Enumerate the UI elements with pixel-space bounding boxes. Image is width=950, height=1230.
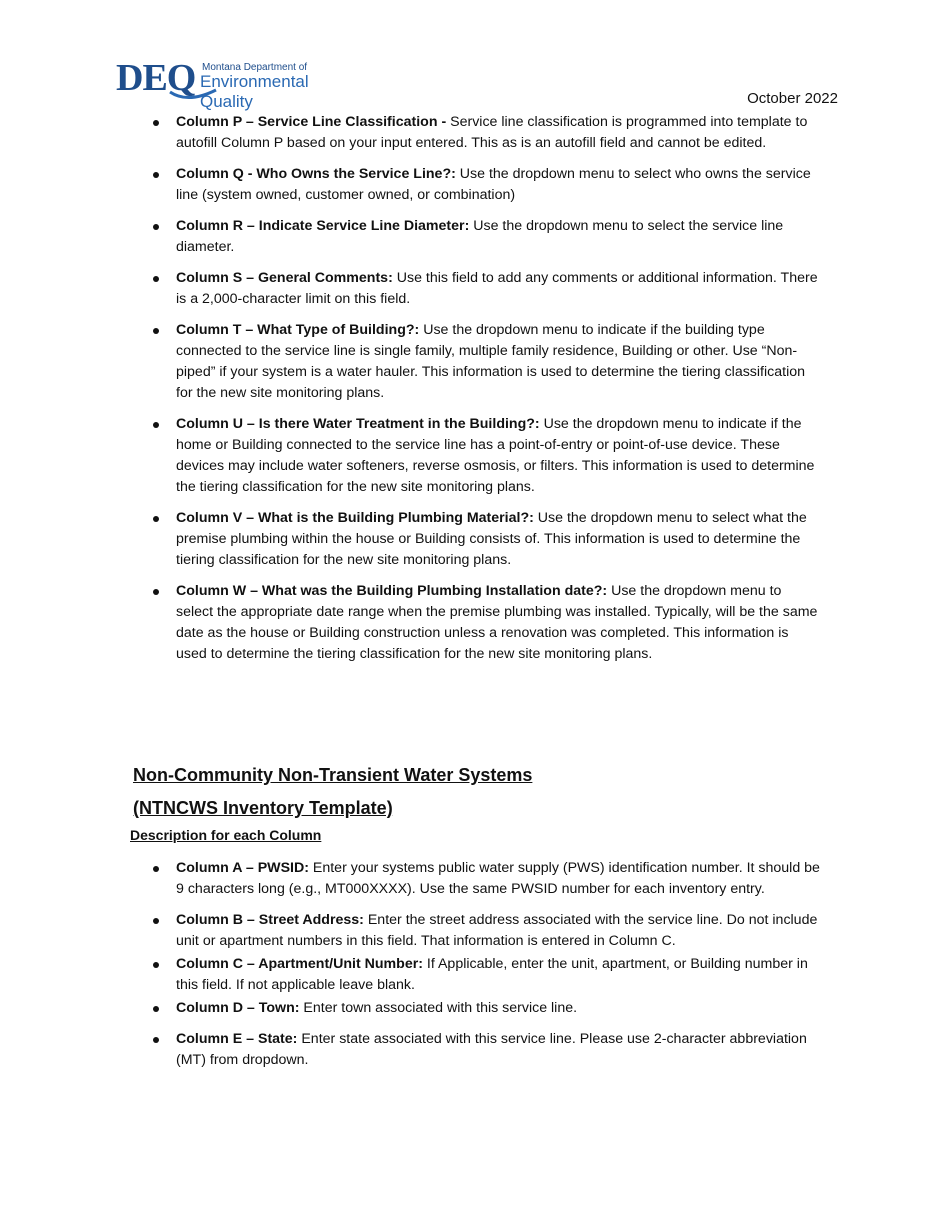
column-text: Use the dropdown menu to select who owns the service line (system owned, customer owned, or combination)	[176, 166, 811, 203]
column-title: Column A – PWSID:	[176, 860, 313, 876]
list-item	[150, 268, 820, 310]
column-description-list-top	[150, 112, 820, 675]
section-heading-line2: (NTNCWS Inventory Template)	[133, 798, 393, 818]
column-text: Enter town associated with this service line.	[303, 1000, 578, 1016]
list-item	[150, 954, 820, 996]
section-heading-line1: Non-Community Non-Transient Water Systems	[133, 765, 533, 785]
column-text: Use the dropdown menu to indicate if the home or Building connected to the service line has a point-of-entry or point-of-use device. These devices may include water softeners, reverse osmosis, or filters. This information is used to determine the tiering classification for the new site monitoring plans.	[176, 416, 815, 495]
column-text: Use the dropdown menu to select the appropriate date range when the premise plumbing was installed. Typically, will be the same date as the house or Building construction unless a renovation was completed. This information is used to determine the tiering classification for the new site monitoring plans.	[176, 583, 818, 662]
list-item	[150, 858, 820, 900]
list-item	[150, 112, 820, 154]
list-item	[150, 998, 820, 1019]
column-text: Use the dropdown menu to select what the premise plumbing within the house or Building consists of. This information is used to determine the tiering classification for the new site monitoring plans.	[176, 510, 807, 568]
logo-abbr: DEQ	[116, 57, 196, 99]
logo-line1: Montana Department of	[202, 62, 308, 73]
column-text: Enter state associated with this service line. Please use 2-character abbreviation (MT) from dropdown.	[176, 1031, 807, 1068]
list-item	[150, 910, 820, 952]
column-title: Column D – Town:	[176, 1000, 304, 1016]
logo-swoosh-icon	[168, 86, 218, 106]
section-subheading: Description for each Column	[130, 827, 322, 843]
list-item	[150, 216, 820, 258]
column-title: Column R – Indicate Service Line Diameter:	[176, 218, 474, 234]
column-text: Enter the street address associated with the service line. Do not include unit or apartment numbers in this field. That information is entered in Column C.	[176, 912, 818, 949]
column-text: Enter your systems public water supply (PWS) identification number. It should be 9 characters long (e.g., MT000XXXX). Use the same PWSID number for each inventory entry.	[176, 860, 820, 897]
column-title: Column W – What was the Building Plumbing Installation date?:	[176, 583, 612, 599]
column-title: Column P – Service Line Classification -	[176, 114, 451, 130]
list-item	[150, 164, 820, 206]
deq-logo	[116, 57, 366, 111]
logo-line2: Environmental Quality	[200, 72, 309, 111]
column-title: Column S – General Comments:	[176, 270, 397, 286]
list-item	[150, 1029, 820, 1071]
column-text: Use the dropdown menu to indicate if the building type connected to the service line is single family, multiple family residence, Building or other. Use “Non-piped” if your system is a water hauler. This information is used to determine the tiering classification for the new site monitoring plans.	[176, 322, 806, 401]
column-title: Column V – What is the Building Plumbing Material?:	[176, 510, 538, 526]
list-item	[150, 320, 820, 404]
column-text: If Applicable, enter the unit, apartment, or Building number in this field. If not applicable leave blank.	[176, 956, 808, 993]
document-date: October 2022	[747, 90, 838, 107]
column-text: Use the dropdown menu to select the service line diameter.	[176, 218, 784, 255]
list-item	[150, 414, 820, 498]
column-title: Column T – What Type of Building?:	[176, 322, 424, 338]
column-title: Column Q - Who Owns the Service Line?:	[176, 166, 460, 182]
column-title: Column B – Street Address:	[176, 912, 368, 928]
column-text: Service line classification is programmed into template to autofill Column P based on your input entered. This as is an autofill field and cannot be edited.	[176, 114, 808, 151]
column-title: Column C – Apartment/Unit Number:	[176, 956, 427, 972]
list-item	[150, 508, 820, 571]
column-description-list-bottom	[150, 858, 820, 1071]
list-item	[150, 581, 820, 665]
column-text: Use this field to add any comments or additional information. There is a 2,000-character limit on this field.	[176, 270, 818, 307]
column-title: Column U – Is there Water Treatment in the Building?:	[176, 416, 544, 432]
column-title: Column E – State:	[176, 1031, 302, 1047]
